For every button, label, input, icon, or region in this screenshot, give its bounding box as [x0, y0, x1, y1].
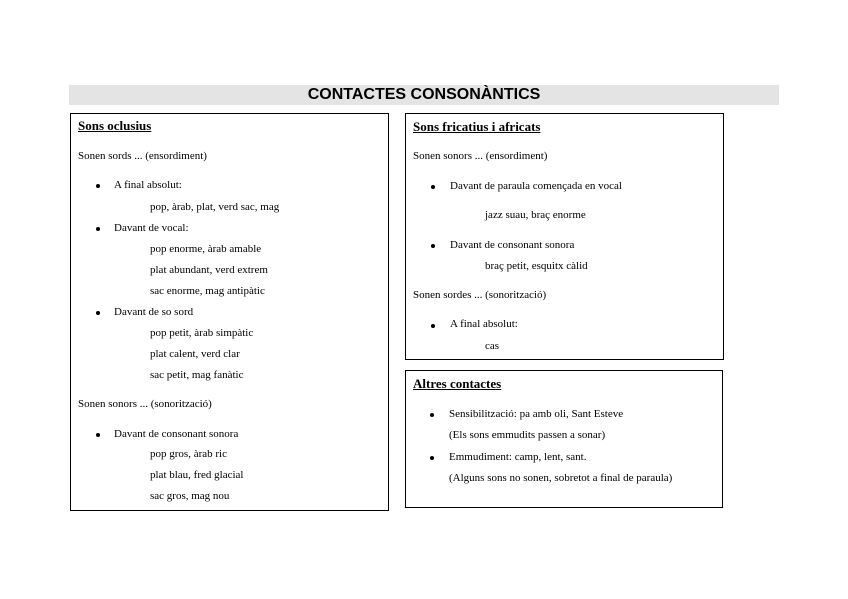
bullet [430, 456, 434, 460]
fricatius-davant-vocal-label: Davant de paraula començada en vocal [450, 180, 622, 192]
altres-sensibilitzacio-note: (Els sons emmudits passen a sonar) [449, 429, 606, 441]
oclusius-davant-vocal-label: Davant de vocal: [114, 222, 189, 234]
fricatius-davant-sonora-example: braç petit, esquitx càlid [485, 260, 588, 272]
altres-sensibilitzacio-label: Sensibilització: pa amb oli, Sant Esteve [449, 408, 624, 420]
fricatius-intro-sordes: Sonen sordes ... (sonorització) [413, 289, 547, 301]
title-bar [69, 85, 779, 105]
page-title: CONTACTES CONSONÀNTICS [307, 86, 541, 103]
altres-emmudiment-label: Emmudiment: camp, lent, sant. [449, 451, 587, 463]
oclusius-davant-vocal-example: plat abundant, verd extrem [150, 264, 268, 276]
oclusius-davant-sord-example: sac petit, mag fanàtic [150, 369, 244, 381]
oclusius-davant-sonora-example: pop gros, àrab ric [150, 448, 227, 460]
bullet [96, 433, 100, 437]
oclusius-final-absolut-label: A final absolut: [114, 179, 182, 191]
bullet [431, 185, 435, 189]
fricatius-davant-vocal-example: jazz suau, braç enorme [485, 209, 586, 221]
oclusius-davant-vocal-example: sac enorme, mag antipàtic [150, 285, 265, 297]
fricatius-intro-sonors: Sonen sonors ... (ensordiment) [413, 150, 548, 162]
bullet [96, 184, 100, 188]
oclusius-davant-sord-label: Davant de so sord [114, 306, 194, 318]
fricatius-final-absolut-example: cas [485, 340, 500, 352]
altres-heading: Altres contactes [413, 376, 502, 391]
bullet [96, 227, 100, 231]
oclusius-davant-sonora-example: plat blau, fred glacial [150, 469, 244, 481]
fricatius-final-absolut-label: A final absolut: [450, 318, 518, 330]
bullet [96, 311, 100, 315]
oclusius-final-absolut-example: pop, àrab, plat, verd sac, mag [150, 201, 280, 213]
bullet [430, 413, 434, 417]
oclusius-davant-sonora-example: sac gros, mag nou [150, 490, 230, 502]
oclusius-intro-sords: Sonen sords ... (ensordiment) [78, 150, 207, 162]
altres-emmudiment-note: (Alguns sons no sonen, sobretot a final de paraula) [449, 472, 673, 484]
fricatius-davant-sonora-label: Davant de consonant sonora [450, 239, 575, 251]
bullet [431, 244, 435, 248]
oclusius-davant-sord-example: pop petit, àrab simpàtic [150, 327, 254, 339]
oclusius-intro-sonors: Sonen sonors ... (sonorització) [78, 398, 212, 410]
oclusius-heading: Sons oclusius [78, 118, 152, 133]
oclusius-davant-vocal-example: pop enorme, àrab amable [150, 243, 262, 255]
oclusius-davant-sonora-label: Davant de consonant sonora [114, 428, 239, 440]
bullet [431, 324, 435, 328]
fricatius-heading: Sons fricatius i africats [413, 119, 541, 134]
oclusius-davant-sord-example: plat calent, verd clar [150, 348, 240, 360]
